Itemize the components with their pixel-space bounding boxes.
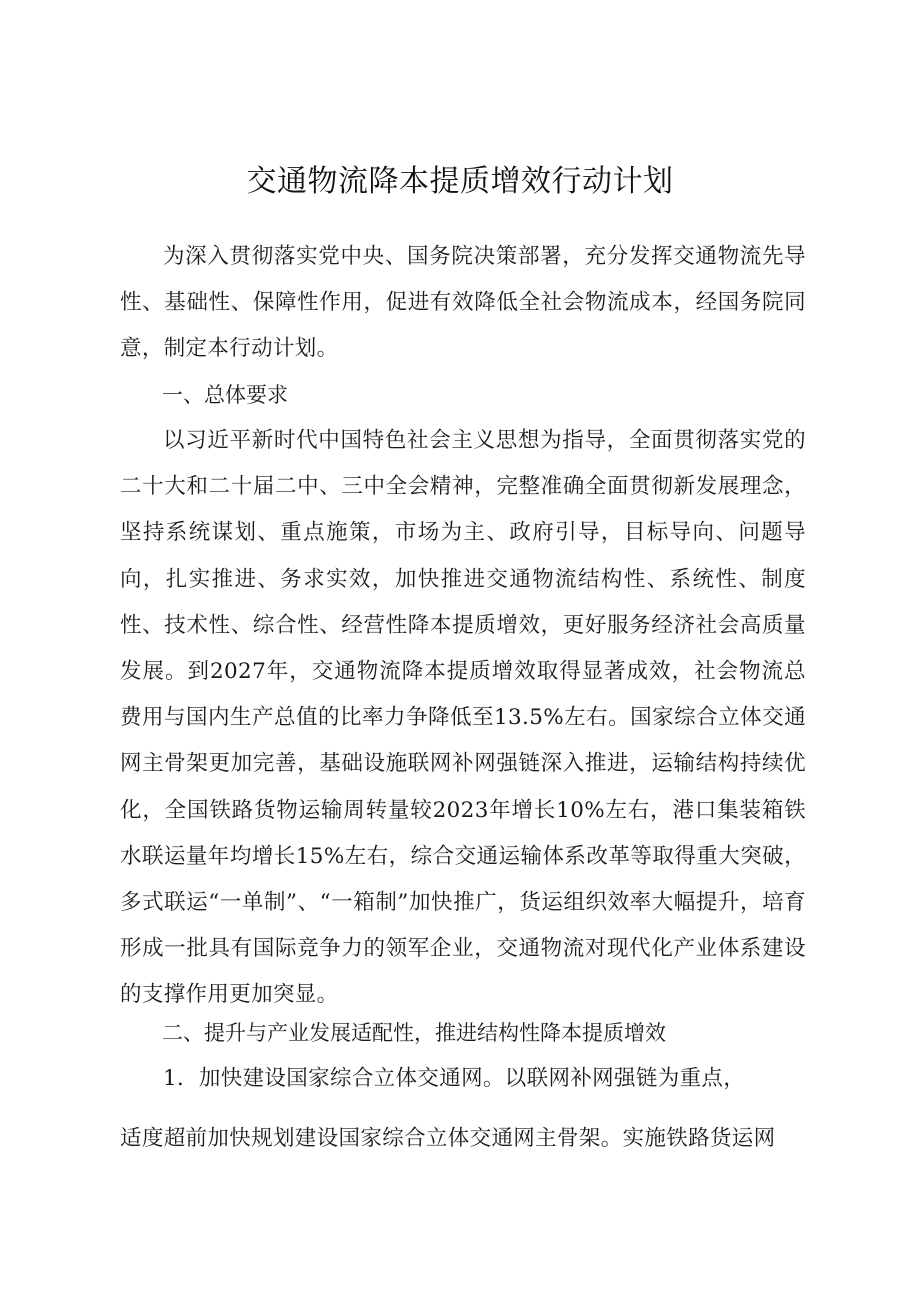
intro-paragraph: 为深入贯彻落实党中央、国务院决策部署，充分发挥交通物流先导性、基础性、保障性作用，促进有效降低全社会物流成本，经国务院同意，制定本行动计划。 [120, 244, 806, 362]
section-item-paragraph: 1．加快建设国家综合立体交通网。以联网补网强链为重点， [163, 1066, 746, 1091]
section-item-paragraph-continued: 适度超前加快规划建设国家综合立体交通网主骨架。实施铁路货运网 [120, 1126, 776, 1151]
section-heading-general-requirements: 一、总体要求 [162, 383, 288, 407]
document-title: 交通物流降本提质增效行动计划 [246, 164, 674, 199]
section-heading-structural-cost-reduction: 二、提升与产业发展适配性，推进结构性降本提质增效 [162, 1021, 666, 1045]
section-paragraph-general-requirements: 以习近平新时代中国特色社会主义思想为指导，全面贯彻落实党的二十大和二十届二中、三中全会精神，完整准确全面贯彻新发展理念，坚持系统谋划、重点施策，市场为主、政府引导，目标导向、问题导向，扎实推进、务求实效，加快推进交通物流结构性、系统性、制度性、技术性、综合性、经营性降本提质增效，更好服务经济社会高质量发展。到2027年，交通物流降本提质增效取得显著成效，社会物流总费用与国内生产总值的比率力争降低至13.5%左右。国家综合立体交通网主骨架更加完善，基础设施联网补网强链深入推进，运输结构持续优化，全国铁路货物运输周转量较2023年增长10%左右，港口集装箱铁水联运量年均增长15%左右，综合交通运输体系改革等取得重大突破，多式联运“一单制”、“一箱制”加快推广，货运组织效率大幅提升，培育形成一批具有国际竞争力的领军企业，交通物流对现代化产业体系建设的支撑作用更加突显。 [120, 428, 806, 1008]
